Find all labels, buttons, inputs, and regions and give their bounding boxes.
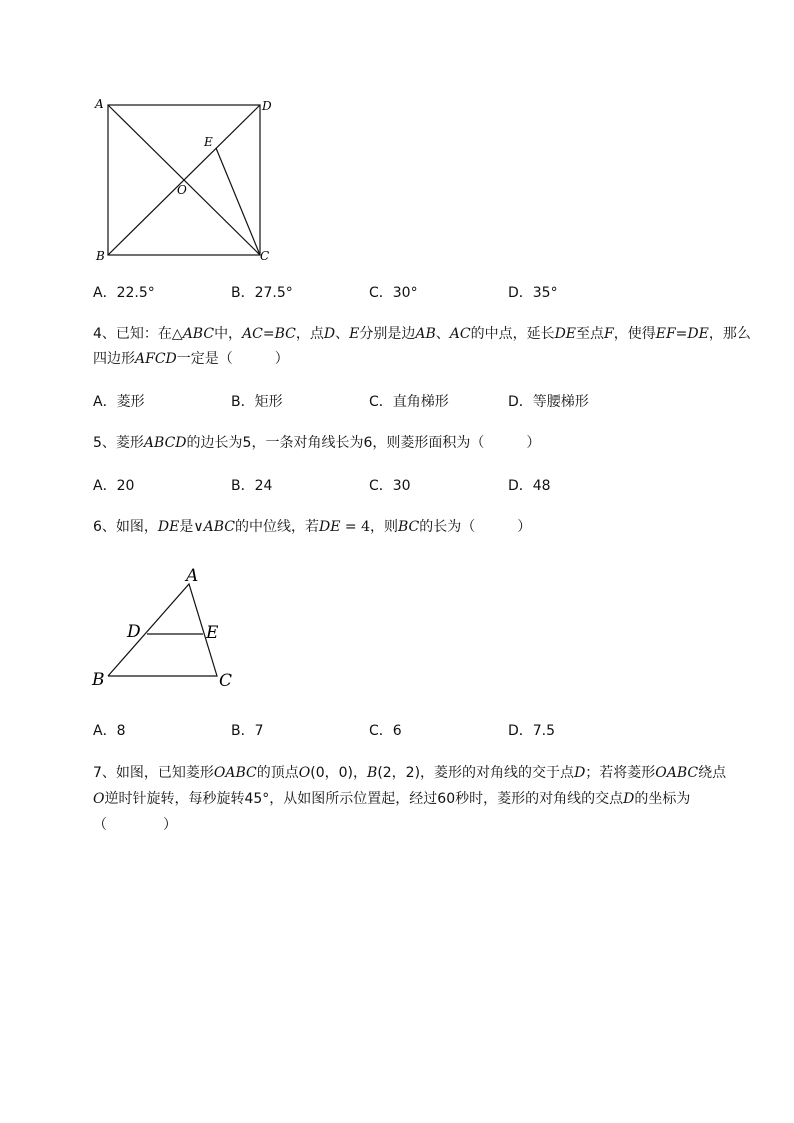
q6-text: 的中位线，若 [235,519,319,535]
q4-option-a: A．菱形 [93,394,145,410]
q6-var: ABC [203,519,235,535]
q6-var: DE [319,519,341,535]
q6-option-b: B．7 [231,723,264,739]
q7-var: D [574,765,586,781]
q4-var: ABC [182,326,215,342]
q7-answer-blank: （ ） [93,817,177,833]
q7-line-2 [93,788,743,810]
q7-var: OABC [655,765,699,781]
q5-option-c: C．30 [369,478,411,494]
q6-text: 6、如图， [93,519,158,535]
label-o: O [177,183,187,197]
label-c: C [260,249,270,263]
q7-line-1 [93,762,743,784]
q5-var: ABCD [143,435,187,451]
q4-text: 一定是（ ） [176,351,289,367]
q4-var: AB [415,326,436,342]
q4-var: AC=BC [242,326,296,342]
q7-text: (2，2)，菱形的对角线的交于点 [377,765,575,781]
q4-var: E [349,326,360,342]
q3-option-a: A．22.5° [93,285,155,301]
q6-option-c: C．6 [369,723,402,739]
q5-option-b: B．24 [231,478,273,494]
q7-var: O [93,791,105,807]
label-c: C [219,671,233,691]
label-a: A [186,566,199,586]
q6-var: DE [157,519,180,535]
q6-options [93,721,653,741]
q7-text: 逆时针旋转，每秒旋转45°，从如图所示位置起，经过60秒时，菱形的对角线的交点 [104,791,624,807]
q3-option-d: D．35° [508,285,558,301]
q7-text: ；若将菱形 [585,765,656,781]
q3-option-b: B．27.5° [231,285,293,301]
q7-line-3 [93,814,743,836]
q6-text: 是 [179,519,194,535]
q7-var: B [367,765,378,781]
q4-text: 中， [214,326,243,342]
q5-option-a: A．20 [93,478,135,494]
q4-var: AC [449,326,471,342]
label-b: B [96,249,105,263]
q7-text: 的坐标为 [634,791,691,807]
q6-line [93,516,743,538]
q6-option-d: D．7.5 [508,723,556,739]
square-figure [90,92,280,267]
q6-var: BC [398,519,420,535]
q6-equation: = 4 [340,519,370,535]
q7-var: OABC [213,765,257,781]
q7-text: 绕点 [698,765,727,781]
q4-var: EF=DE [655,326,709,342]
triangle-figure [88,562,248,692]
q6-text: 的长为（ ） [419,519,532,535]
q4-text: 至点 [576,326,605,342]
label-b: B [92,670,105,690]
q6-triangle-symbol: ∨ [193,519,204,535]
q3-options [93,283,653,303]
q4-text: ，那么 [708,326,751,342]
q4-text: ，点 [295,326,324,342]
square-diagram [90,92,280,267]
label-e: E [204,135,213,149]
label-a: A [95,97,104,111]
q4-text: 的中点，延长 [470,326,555,342]
q4-text: 、 [435,326,450,342]
q7-var: O [298,765,311,781]
q4-option-b: B．矩形 [231,394,283,410]
q4-option-d: D．等腰梯形 [508,394,589,410]
q5-option-d: D．48 [508,478,551,494]
q7-text: (0，0)， [310,765,368,781]
q5-line [93,432,743,454]
q5-text: 的边长为5，一条对角线长为6，则菱形面积为（ ） [186,435,541,451]
triangle-diagram [88,562,248,692]
label-e: E [206,623,219,643]
q5-text: 5、菱形 [93,435,144,451]
q4-text: ，使得 [613,326,656,342]
q4-text: 分别是边 [359,326,416,342]
q7-text: 7、如图，已知菱形 [93,765,214,781]
label-d: D [262,99,272,113]
q4-text: 、 [335,326,350,342]
q7-var: D [623,791,635,807]
triangle-outline [108,584,217,676]
q4-text: 4、已知：在△ [93,326,183,342]
q3-option-c: C．30° [369,285,418,301]
segment-ec [216,148,260,255]
q4-line-1 [93,323,751,345]
q6-text: ，则 [370,519,398,535]
q4-var: AFCD [135,351,177,367]
q4-options [93,392,653,412]
q6-option-a: A．8 [93,723,126,739]
q7-text: 的顶点 [256,765,299,781]
q4-var: DE [554,326,577,342]
q4-text: 四边形 [93,351,135,367]
q4-var: F [604,326,614,342]
q5-options [93,476,653,496]
label-d: D [127,622,141,642]
q4-line-2 [93,348,743,370]
q4-option-c: C．直角梯形 [369,394,449,410]
q4-var: D [323,326,336,342]
